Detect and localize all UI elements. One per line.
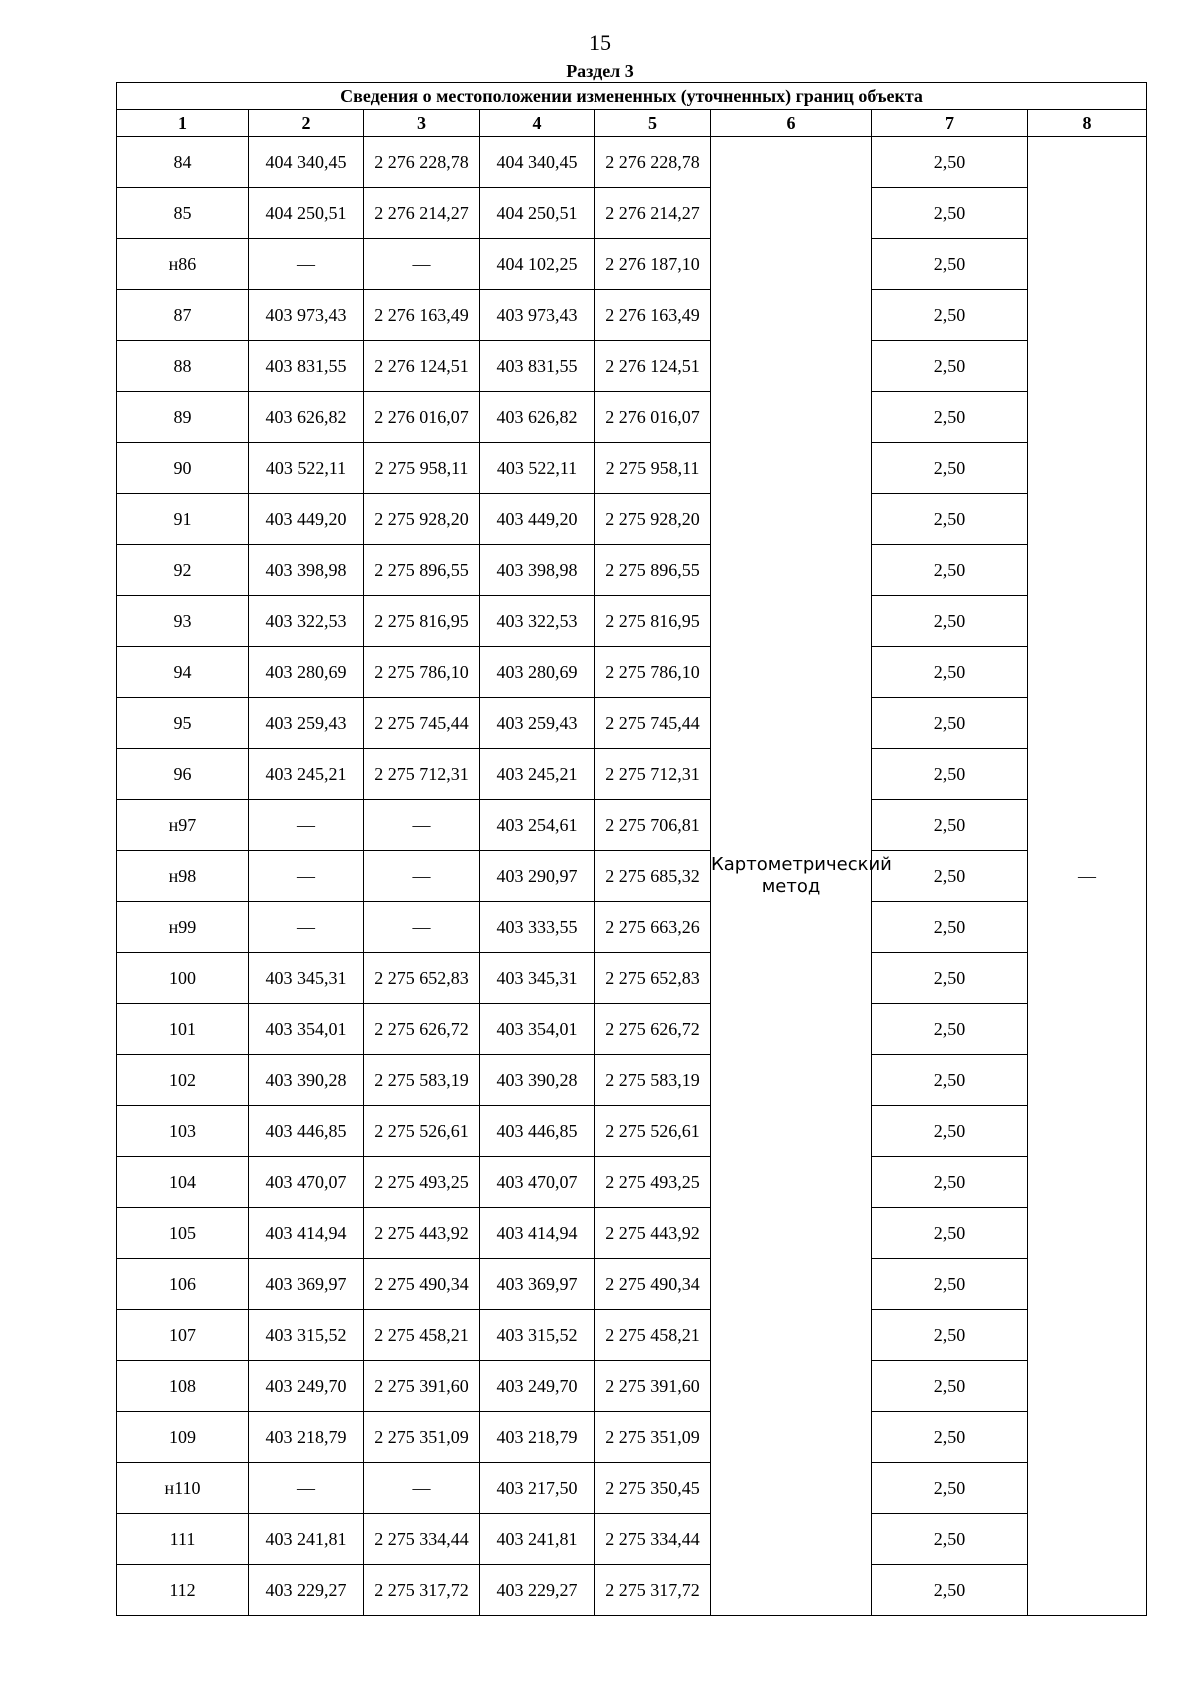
cell-accuracy: 2,50 <box>872 1565 1028 1616</box>
table-row <box>117 1565 1147 1616</box>
table-row <box>117 1055 1147 1106</box>
cell-id: 103 <box>117 1106 249 1157</box>
cell-id: н86 <box>117 239 249 290</box>
cell-x-new: 403 333,55 <box>480 902 595 953</box>
table-row <box>117 239 1147 290</box>
cell-accuracy: 2,50 <box>872 1463 1028 1514</box>
cell-y-old: — <box>364 239 480 290</box>
cell-id: н97 <box>117 800 249 851</box>
page-number: 15 <box>589 30 611 55</box>
cell-id: 96 <box>117 749 249 800</box>
cell-x-old: 403 322,53 <box>249 596 364 647</box>
cell-id: 107 <box>117 1310 249 1361</box>
cell-y-new: 2 275 786,10 <box>595 647 711 698</box>
table-row <box>117 1157 1147 1208</box>
cell-x-old: 403 280,69 <box>249 647 364 698</box>
cell-y-old: 2 276 016,07 <box>364 392 480 443</box>
cell-accuracy: 2,50 <box>872 1004 1028 1055</box>
table-row <box>117 851 1147 902</box>
cell-x-new: 403 254,61 <box>480 800 595 851</box>
table-row <box>117 443 1147 494</box>
cell-y-old: 2 275 490,34 <box>364 1259 480 1310</box>
cell-accuracy: 2,50 <box>872 443 1028 494</box>
cell-y-new: 2 275 816,95 <box>595 596 711 647</box>
cell-y-old: 2 275 391,60 <box>364 1361 480 1412</box>
table-row <box>117 290 1147 341</box>
cell-id: 91 <box>117 494 249 545</box>
cell-x-old: 403 470,07 <box>249 1157 364 1208</box>
cell-y-new: 2 275 745,44 <box>595 698 711 749</box>
table-row <box>117 800 1147 851</box>
table-row <box>117 494 1147 545</box>
cell-x-new: 403 280,69 <box>480 647 595 698</box>
table-row <box>117 341 1147 392</box>
cell-x-old: 403 345,31 <box>249 953 364 1004</box>
cell-y-new: 2 276 228,78 <box>595 137 711 188</box>
cell-x-old: 403 369,97 <box>249 1259 364 1310</box>
table-row <box>117 1106 1147 1157</box>
column-number: 6 <box>711 110 872 137</box>
cell-x-old: 403 446,85 <box>249 1106 364 1157</box>
column-number: 7 <box>872 110 1028 137</box>
cell-y-old: 2 275 317,72 <box>364 1565 480 1616</box>
cell-x-new: 403 449,20 <box>480 494 595 545</box>
cell-y-new: 2 276 187,10 <box>595 239 711 290</box>
cell-x-old: 403 522,11 <box>249 443 364 494</box>
cell-x-new: 403 229,27 <box>480 1565 595 1616</box>
cell-x-new: 403 446,85 <box>480 1106 595 1157</box>
cell-y-old: 2 275 652,83 <box>364 953 480 1004</box>
cell-x-new: 403 470,07 <box>480 1157 595 1208</box>
cell-y-new: 2 275 351,09 <box>595 1412 711 1463</box>
cell-x-new: 403 626,82 <box>480 392 595 443</box>
cell-accuracy: 2,50 <box>872 902 1028 953</box>
cell-y-new: 2 275 526,61 <box>595 1106 711 1157</box>
cell-accuracy: 2,50 <box>872 341 1028 392</box>
cell-x-new: 403 259,43 <box>480 698 595 749</box>
cell-x-new: 403 831,55 <box>480 341 595 392</box>
cell-x-old: 403 831,55 <box>249 341 364 392</box>
cell-x-new: 403 315,52 <box>480 1310 595 1361</box>
table-row <box>117 698 1147 749</box>
table-row <box>117 647 1147 698</box>
cell-y-new: 2 275 443,92 <box>595 1208 711 1259</box>
cell-y-new: 2 275 896,55 <box>595 545 711 596</box>
table-row <box>117 1259 1147 1310</box>
cell-accuracy: 2,50 <box>872 749 1028 800</box>
cell-accuracy: 2,50 <box>872 1514 1028 1565</box>
cell-method: Картометрический метод <box>711 137 872 1616</box>
cell-id: 84 <box>117 137 249 188</box>
cell-y-old: 2 275 816,95 <box>364 596 480 647</box>
cell-accuracy: 2,50 <box>872 1259 1028 1310</box>
cell-id: н98 <box>117 851 249 902</box>
cell-id: 90 <box>117 443 249 494</box>
cell-x-new: 403 973,43 <box>480 290 595 341</box>
cell-y-old: 2 275 334,44 <box>364 1514 480 1565</box>
cell-x-new: 403 369,97 <box>480 1259 595 1310</box>
cell-x-old: 403 398,98 <box>249 545 364 596</box>
cell-y-new: 2 276 016,07 <box>595 392 711 443</box>
cell-x-old: 403 414,94 <box>249 1208 364 1259</box>
cell-id: 85 <box>117 188 249 239</box>
cell-y-old: 2 276 163,49 <box>364 290 480 341</box>
cell-x-old: 404 250,51 <box>249 188 364 239</box>
cell-y-old: 2 275 583,19 <box>364 1055 480 1106</box>
cell-y-new: 2 275 685,32 <box>595 851 711 902</box>
cell-id: 87 <box>117 290 249 341</box>
cell-accuracy: 2,50 <box>872 1412 1028 1463</box>
table-row <box>117 188 1147 239</box>
cell-accuracy: 2,50 <box>872 1106 1028 1157</box>
cell-x-new: 403 322,53 <box>480 596 595 647</box>
cell-y-old: — <box>364 1463 480 1514</box>
cell-y-old: 2 275 712,31 <box>364 749 480 800</box>
cell-x-old: 403 249,70 <box>249 1361 364 1412</box>
table-row <box>117 1004 1147 1055</box>
cell-x-new: 403 241,81 <box>480 1514 595 1565</box>
cell-accuracy: 2,50 <box>872 188 1028 239</box>
cell-y-new: 2 275 958,11 <box>595 443 711 494</box>
table-row <box>117 1208 1147 1259</box>
cell-y-new: 2 275 490,34 <box>595 1259 711 1310</box>
cell-x-old: 403 315,52 <box>249 1310 364 1361</box>
section-title: Раздел 3 <box>566 61 634 81</box>
cell-x-old: — <box>249 902 364 953</box>
cell-y-old: 2 275 493,25 <box>364 1157 480 1208</box>
cell-x-old: 403 354,01 <box>249 1004 364 1055</box>
cell-x-old: 403 626,82 <box>249 392 364 443</box>
table-row <box>117 749 1147 800</box>
table-row <box>117 1412 1147 1463</box>
cell-y-old: 2 275 626,72 <box>364 1004 480 1055</box>
table-caption: Сведения о местоположении измененных (уточненных) границ объекта <box>117 83 1147 110</box>
cell-y-new: 2 275 583,19 <box>595 1055 711 1106</box>
cell-accuracy: 2,50 <box>872 239 1028 290</box>
cell-id: 88 <box>117 341 249 392</box>
cell-y-new: 2 276 124,51 <box>595 341 711 392</box>
cell-y-new: 2 275 928,20 <box>595 494 711 545</box>
cell-y-old: 2 275 351,09 <box>364 1412 480 1463</box>
cell-y-new: 2 276 214,27 <box>595 188 711 239</box>
cell-accuracy: 2,50 <box>872 851 1028 902</box>
cell-y-old: 2 275 458,21 <box>364 1310 480 1361</box>
cell-id: 111 <box>117 1514 249 1565</box>
column-number: 2 <box>249 110 364 137</box>
cell-id: 106 <box>117 1259 249 1310</box>
cell-y-old: 2 275 526,61 <box>364 1106 480 1157</box>
cell-y-new: 2 276 163,49 <box>595 290 711 341</box>
cell-id: 101 <box>117 1004 249 1055</box>
cell-x-new: 403 245,21 <box>480 749 595 800</box>
cell-id: 104 <box>117 1157 249 1208</box>
cell-accuracy: 2,50 <box>872 647 1028 698</box>
cell-x-old: 404 340,45 <box>249 137 364 188</box>
cell-x-old: 403 449,20 <box>249 494 364 545</box>
cell-y-old: — <box>364 902 480 953</box>
cell-x-new: 404 250,51 <box>480 188 595 239</box>
cell-y-new: 2 275 493,25 <box>595 1157 711 1208</box>
table-row <box>117 902 1147 953</box>
cell-accuracy: 2,50 <box>872 953 1028 1004</box>
cell-x-new: 403 217,50 <box>480 1463 595 1514</box>
cell-id: 109 <box>117 1412 249 1463</box>
cell-x-new: 404 102,25 <box>480 239 595 290</box>
cell-y-new: 2 275 706,81 <box>595 800 711 851</box>
cell-x-new: 403 398,98 <box>480 545 595 596</box>
cell-accuracy: 2,50 <box>872 1055 1028 1106</box>
table-row <box>117 1514 1147 1565</box>
cell-y-new: 2 275 712,31 <box>595 749 711 800</box>
cell-accuracy: 2,50 <box>872 1361 1028 1412</box>
cell-id: 112 <box>117 1565 249 1616</box>
cell-x-new: 403 390,28 <box>480 1055 595 1106</box>
cell-y-new: 2 275 350,45 <box>595 1463 711 1514</box>
column-number: 4 <box>480 110 595 137</box>
table-body <box>117 137 1147 1616</box>
table-row <box>117 545 1147 596</box>
cell-x-new: 403 354,01 <box>480 1004 595 1055</box>
cell-y-old: 2 275 786,10 <box>364 647 480 698</box>
cell-y-old: 2 275 896,55 <box>364 545 480 596</box>
cell-accuracy: 2,50 <box>872 698 1028 749</box>
table-row <box>117 1361 1147 1412</box>
cell-x-old: 403 390,28 <box>249 1055 364 1106</box>
cell-id: н110 <box>117 1463 249 1514</box>
cell-x-new: 403 414,94 <box>480 1208 595 1259</box>
cell-accuracy: 2,50 <box>872 1310 1028 1361</box>
cell-accuracy: 2,50 <box>872 800 1028 851</box>
cell-col8: — <box>1028 137 1147 1616</box>
cell-x-new: 403 345,31 <box>480 953 595 1004</box>
cell-x-old: — <box>249 239 364 290</box>
cell-x-new: 403 522,11 <box>480 443 595 494</box>
table-row <box>117 953 1147 1004</box>
cell-accuracy: 2,50 <box>872 392 1028 443</box>
cell-y-new: 2 275 391,60 <box>595 1361 711 1412</box>
column-number: 8 <box>1028 110 1147 137</box>
table-row <box>117 137 1147 188</box>
table-row <box>117 1463 1147 1514</box>
column-number: 3 <box>364 110 480 137</box>
coordinates-table <box>116 82 1147 1616</box>
cell-accuracy: 2,50 <box>872 494 1028 545</box>
cell-x-old: 403 241,81 <box>249 1514 364 1565</box>
cell-id: 108 <box>117 1361 249 1412</box>
cell-id: 102 <box>117 1055 249 1106</box>
table-row <box>117 596 1147 647</box>
cell-x-new: 403 249,70 <box>480 1361 595 1412</box>
cell-accuracy: 2,50 <box>872 137 1028 188</box>
cell-y-new: 2 275 626,72 <box>595 1004 711 1055</box>
cell-y-new: 2 275 458,21 <box>595 1310 711 1361</box>
cell-id: 100 <box>117 953 249 1004</box>
cell-x-old: — <box>249 851 364 902</box>
cell-accuracy: 2,50 <box>872 290 1028 341</box>
cell-id: 89 <box>117 392 249 443</box>
cell-id: 92 <box>117 545 249 596</box>
cell-id: 93 <box>117 596 249 647</box>
cell-y-old: — <box>364 800 480 851</box>
cell-x-new: 404 340,45 <box>480 137 595 188</box>
cell-x-old: — <box>249 1463 364 1514</box>
column-number: 5 <box>595 110 711 137</box>
cell-accuracy: 2,50 <box>872 545 1028 596</box>
cell-id: н99 <box>117 902 249 953</box>
cell-id: 95 <box>117 698 249 749</box>
cell-x-old: 403 973,43 <box>249 290 364 341</box>
table-row <box>117 1310 1147 1361</box>
cell-y-old: — <box>364 851 480 902</box>
cell-x-old: — <box>249 800 364 851</box>
cell-y-new: 2 275 334,44 <box>595 1514 711 1565</box>
cell-x-new: 403 290,97 <box>480 851 595 902</box>
cell-x-old: 403 218,79 <box>249 1412 364 1463</box>
cell-x-old: 403 259,43 <box>249 698 364 749</box>
cell-accuracy: 2,50 <box>872 1157 1028 1208</box>
cell-y-old: 2 276 228,78 <box>364 137 480 188</box>
cell-accuracy: 2,50 <box>872 596 1028 647</box>
cell-y-new: 2 275 663,26 <box>595 902 711 953</box>
cell-x-old: 403 245,21 <box>249 749 364 800</box>
cell-id: 105 <box>117 1208 249 1259</box>
cell-y-old: 2 275 958,11 <box>364 443 480 494</box>
cell-y-old: 2 275 745,44 <box>364 698 480 749</box>
cell-y-new: 2 275 317,72 <box>595 1565 711 1616</box>
cell-y-old: 2 276 124,51 <box>364 341 480 392</box>
cell-y-old: 2 275 443,92 <box>364 1208 480 1259</box>
cell-accuracy: 2,50 <box>872 1208 1028 1259</box>
cell-x-old: 403 229,27 <box>249 1565 364 1616</box>
cell-y-old: 2 275 928,20 <box>364 494 480 545</box>
cell-x-new: 403 218,79 <box>480 1412 595 1463</box>
column-numbers-row <box>117 110 1147 137</box>
cell-y-new: 2 275 652,83 <box>595 953 711 1004</box>
cell-id: 94 <box>117 647 249 698</box>
table-row <box>117 392 1147 443</box>
column-number: 1 <box>117 110 249 137</box>
cell-y-old: 2 276 214,27 <box>364 188 480 239</box>
